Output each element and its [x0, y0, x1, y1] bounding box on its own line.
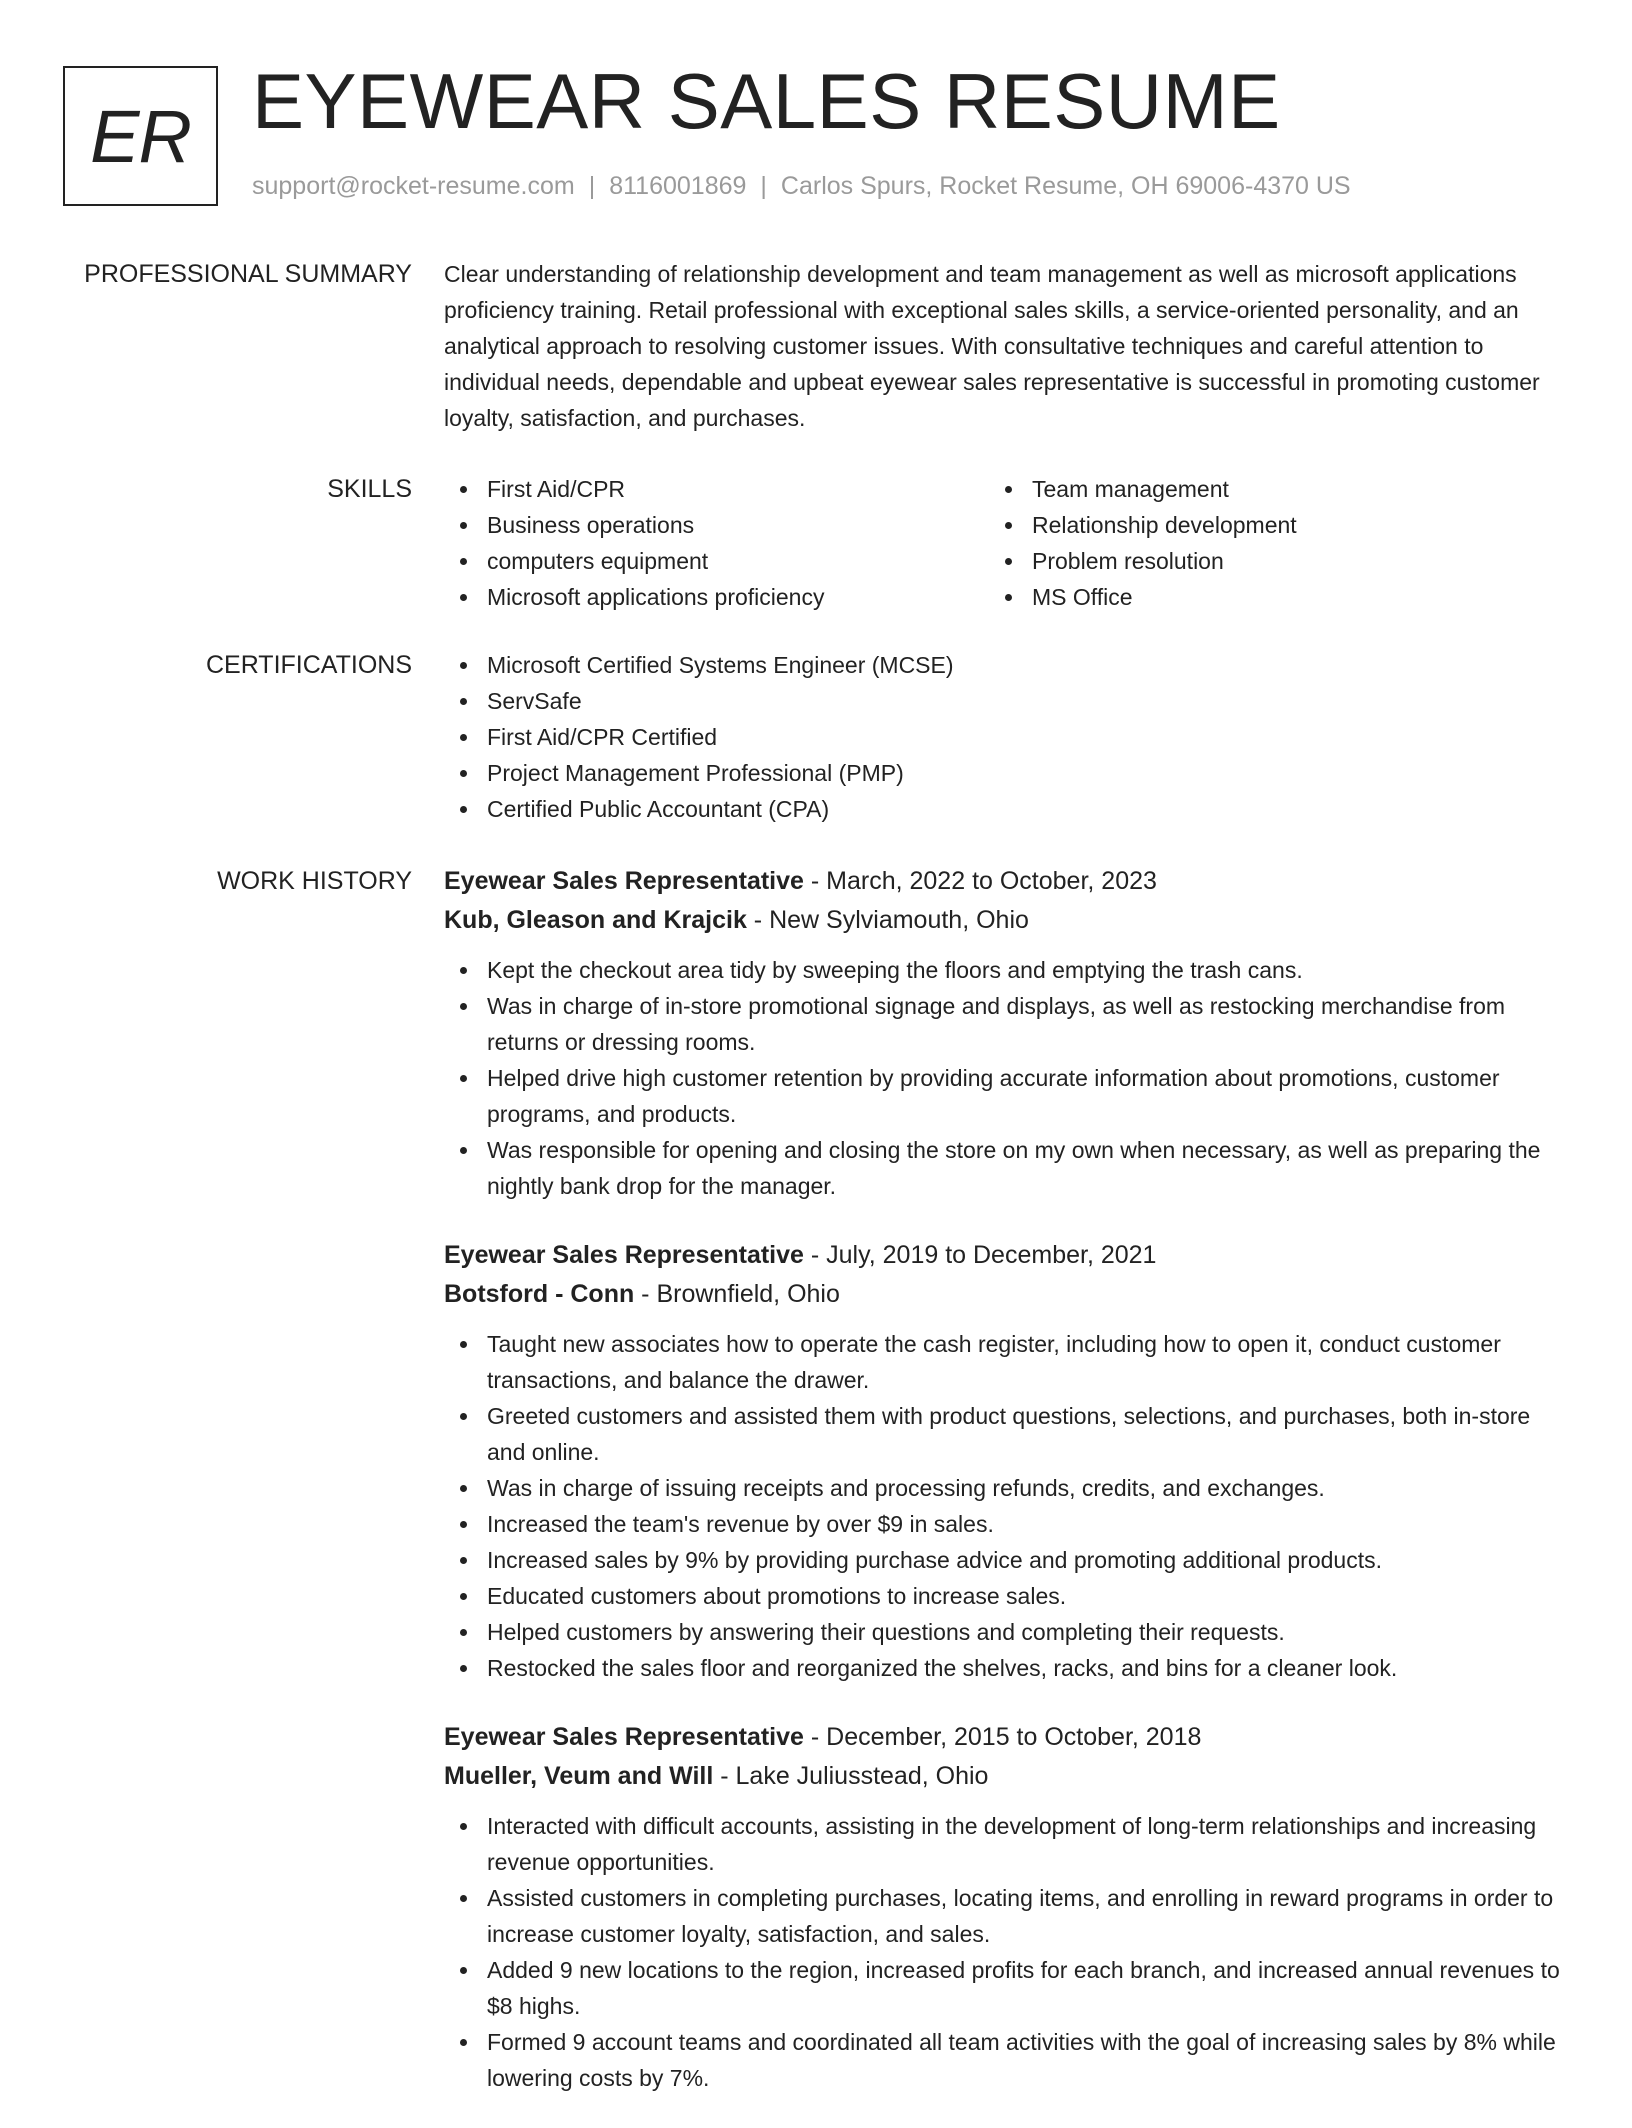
list-item: Was in charge of in-store promotional signage and displays, as well as restocking merchandise from returns or dressing rooms.	[444, 988, 1564, 1060]
job-company: Botsford - Conn	[444, 1280, 635, 1308]
list-item: First Aid/CPR	[444, 471, 989, 507]
list-item: Was in charge of issuing receipts and processing refunds, credits, and exchanges.	[444, 1470, 1564, 1506]
job-duties-list	[444, 1326, 1564, 1686]
skills-list-right	[989, 471, 1534, 615]
job-duties-list	[444, 952, 1564, 1204]
job-title: Eyewear Sales Representative	[444, 1241, 804, 1269]
skills-list-left	[444, 471, 989, 615]
list-item: First Aid/CPR Certified	[444, 719, 1564, 755]
skills-grid	[444, 471, 1564, 615]
job-company: Mueller, Veum and Will	[444, 1762, 714, 1790]
contact-line	[252, 172, 1351, 201]
list-item: Helped drive high customer retention by providing accurate information about promotions, customer programs, and products.	[444, 1060, 1564, 1132]
list-item: MS Office	[989, 579, 1534, 615]
contact-separator: |	[760, 172, 767, 200]
contact-separator: |	[588, 172, 596, 200]
list-item: Taught new associates how to operate the cash register, including how to open it, conduct customer transactions, and balance the drawer.	[444, 1326, 1564, 1398]
list-item: Was responsible for opening and closing the store on my own when necessary, as well as preparing the nightly bank drop for the manager.	[444, 1132, 1564, 1204]
certifications-list	[444, 647, 1564, 827]
section-heading: PROFESSIONAL SUMMARY	[84, 260, 412, 288]
list-item: Helped customers by answering their questions and completing their requests.	[444, 1614, 1564, 1650]
job-dates: - July, 2019 to December, 2021	[803, 1241, 1157, 1269]
list-item: Formed 9 account teams and coordinated all team activities with the goal of increasing sales by 8% while lowering costs by 7%.	[444, 2024, 1564, 2096]
list-item: ServSafe	[444, 683, 1564, 719]
job-company-line	[444, 1757, 1564, 1796]
contact-address: Carlos Spurs, Rocket Resume, OH 69006-4370 US	[780, 172, 1351, 200]
job-company-line	[444, 901, 1564, 940]
job-duties-list	[444, 1808, 1564, 2096]
job-dates: - December, 2015 to October, 2018	[803, 1723, 1202, 1751]
list-item: Increased the team's revenue by over $9 in sales.	[444, 1506, 1564, 1542]
page-title: EYEWEAR SALES RESUME	[252, 57, 1281, 145]
job-entry	[444, 1718, 1564, 2096]
job-entry	[444, 1236, 1564, 1686]
monogram-box	[63, 66, 218, 206]
list-item: Assisted customers in completing purchases, locating items, and enrolling in reward programs in order to increase customer loyalty, satisfaction, and sales.	[444, 1880, 1564, 1952]
contact-email[interactable]: support@rocket-resume.com	[252, 172, 575, 200]
job-dates: - March, 2022 to October, 2023	[803, 867, 1157, 895]
list-item: Microsoft applications proficiency	[444, 579, 989, 615]
job-title: Eyewear Sales Representative	[444, 1723, 804, 1751]
job-title-line	[444, 862, 1564, 901]
job-location: - Brownfield, Ohio	[634, 1280, 840, 1308]
list-item: Interacted with difficult accounts, assisting in the development of long-term relationships and increasing revenue opportunities.	[444, 1808, 1564, 1880]
list-item: Business operations	[444, 507, 989, 543]
list-item: Relationship development	[989, 507, 1534, 543]
list-item: Restocked the sales floor and reorganized the shelves, racks, and bins for a cleaner look.	[444, 1650, 1564, 1686]
contact-phone[interactable]: 8116001869	[609, 172, 747, 200]
list-item: Greeted customers and assisted them with product questions, selections, and purchases, both in-store and online.	[444, 1398, 1564, 1470]
certifications-body	[444, 647, 1564, 827]
job-company-line	[444, 1275, 1564, 1314]
section-heading: CERTIFICATIONS	[205, 651, 412, 679]
monogram-initials: ER	[90, 94, 191, 178]
list-item: Certified Public Accountant (CPA)	[444, 791, 1564, 827]
list-item: Added 9 new locations to the region, increased profits for each branch, and increased annual revenues to $8 highs.	[444, 1952, 1564, 2024]
list-item: computers equipment	[444, 543, 989, 579]
work-history-body	[444, 862, 1564, 2128]
job-title: Eyewear Sales Representative	[444, 867, 804, 895]
job-title-line	[444, 1718, 1564, 1757]
list-item: Increased sales by 9% by providing purchase advice and promoting additional products.	[444, 1542, 1564, 1578]
list-item: Kept the checkout area tidy by sweeping the floors and emptying the trash cans.	[444, 952, 1564, 988]
summary-body	[444, 256, 1564, 436]
section-heading: WORK HISTORY	[217, 867, 412, 895]
list-item: Team management	[989, 471, 1534, 507]
section-heading: SKILLS	[327, 475, 412, 503]
summary-text: Clear understanding of relationship development and team management as well as microsoft applications proficiency training. Retail professional with exceptional sales skills, a service-oriented personality, and an analytical approach to resolving customer issues. With consultative techniques and careful attention to individual needs, dependable and upbeat eyewear sales representative is successful in promoting customer loyalty, satisfaction, and purchases.	[444, 261, 1540, 431]
job-title-line	[444, 1236, 1564, 1275]
list-item: Educated customers about promotions to increase sales.	[444, 1578, 1564, 1614]
list-item: Project Management Professional (PMP)	[444, 755, 1564, 791]
job-entry	[444, 862, 1564, 1204]
list-item: Problem resolution	[989, 543, 1534, 579]
job-company: Kub, Gleason and Krajcik	[444, 906, 747, 934]
job-location: - Lake Juliusstead, Ohio	[713, 1762, 989, 1790]
list-item: Microsoft Certified Systems Engineer (MCSE)	[444, 647, 1564, 683]
job-location: - New Sylviamouth, Ohio	[746, 906, 1029, 934]
